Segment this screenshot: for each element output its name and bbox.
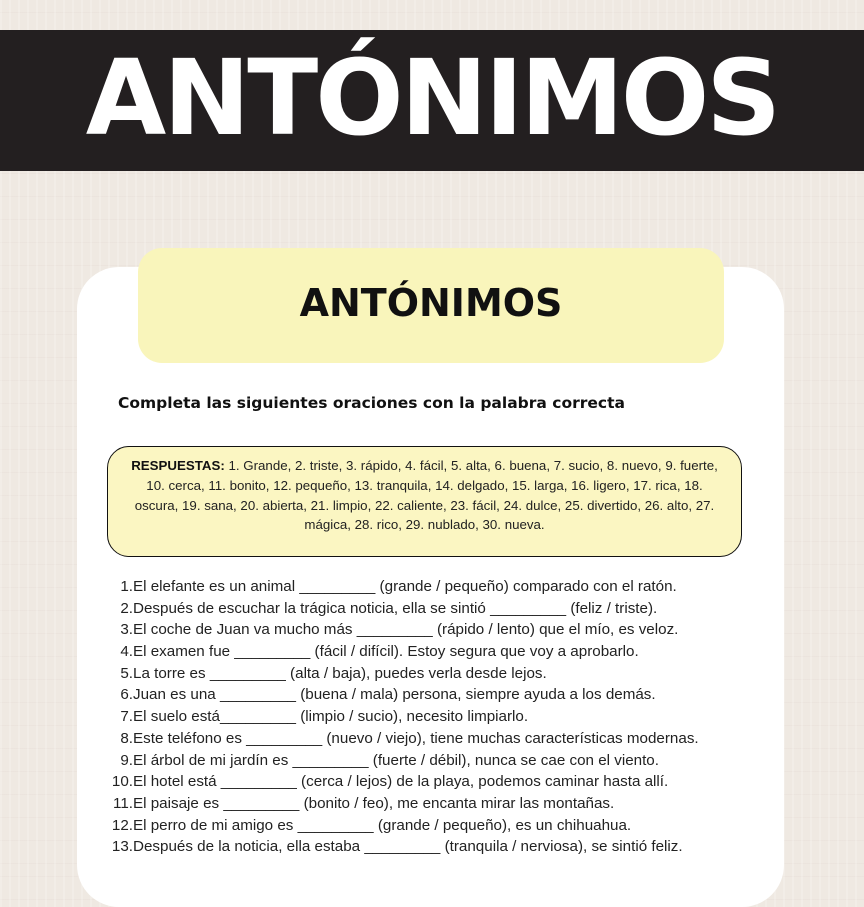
item-text: El suelo está_________ (limpio / sucio), necesito limpiarlo. (133, 708, 529, 726)
list-item (108, 598, 768, 620)
list-item (108, 836, 768, 858)
list-item (108, 641, 768, 663)
banner-title: ANTÓNIMOS (85, 37, 779, 159)
item-text: El hotel está _________ (cerca / lejos) de la playa, podemos caminar hasta allí. (133, 773, 669, 791)
item-number: 7. (120, 708, 133, 726)
item-text: El paisaje es _________ (bonito / feo), me encanta mirar las montañas. (133, 794, 615, 812)
list-item (108, 750, 768, 772)
item-number: 1. (120, 578, 133, 595)
item-text: El perro de mi amigo es _________ (grande / pequeño), es un chihuahua. (133, 816, 632, 834)
item-number: 10. (111, 773, 133, 791)
item-text: El árbol de mi jardín es _________ (fuerte / débil), nunca se cae con el viento. (133, 751, 659, 769)
worksheet-heading-box (138, 248, 724, 363)
item-number: 9. (120, 751, 133, 769)
item-number: 5. (120, 664, 133, 682)
item-text: El elefante es un animal _________ (grande / pequeño) comparado con el ratón. (133, 578, 677, 595)
list-item (108, 771, 768, 793)
item-number: 3. (120, 621, 133, 639)
item-number: 6. (120, 686, 133, 704)
list-item (108, 728, 768, 750)
list-item (108, 684, 768, 706)
list-item (108, 815, 768, 837)
item-number: 13. (111, 838, 133, 856)
list-item (108, 706, 768, 728)
item-number: 4. (120, 643, 133, 661)
list-item (108, 793, 768, 815)
worksheet-heading: ANTÓNIMOS (299, 281, 563, 325)
item-text: La torre es _________ (alta / baja), puedes verla desde lejos. (133, 664, 547, 682)
item-text: Después de la noticia, ella estaba _________ (tranquila / nerviosa), se sintió feliz. (133, 838, 683, 856)
list-item (108, 619, 768, 641)
item-number: 12. (111, 816, 133, 834)
item-number: 8. (120, 729, 133, 747)
item-text: Después de escuchar la trágica noticia, ella se sintió _________ (feliz / triste). (133, 599, 658, 617)
exercise-list (108, 576, 768, 858)
answers-label: RESPUESTAS: (131, 458, 225, 473)
list-item (108, 663, 768, 685)
answers-text: 1. Grande, 2. triste, 3. rápido, 4. fácil, 5. alta, 6. buena, 7. sucio, 8. nuevo, 9. fuerte, 10. cerca, 11. bonito, 12. pequeño, 13. tranquila, 14. delgado, 15. larga, 16. ligero, 17. rica, 18. oscura, 19. sana, 20. abierta, 21. limpio, 22. caliente, 23. fácil, 24. dulce, 25. divertido, 26. alto, 27. mágica, 28. rico, 29. nublado, 30. nueva. (134, 458, 718, 533)
instructions-text: Completa las siguientes oraciones con la palabra correcta (118, 394, 625, 412)
item-number: 2. (120, 599, 133, 617)
item-text: El examen fue _________ (fácil / difícil). Estoy segura que voy a aprobarlo. (133, 643, 639, 661)
item-text: El coche de Juan va mucho más _________ (rápido / lento) que el mío, es veloz. (133, 621, 679, 639)
list-item (108, 576, 768, 598)
item-number: 11. (113, 794, 133, 812)
item-text: Este teléfono es _________ (nuevo / viejo), tiene muchas características modernas. (133, 729, 699, 747)
answers-box (107, 446, 742, 557)
item-text: Juan es una _________ (buena / mala) persona, siempre ayuda a los demás. (133, 686, 656, 704)
